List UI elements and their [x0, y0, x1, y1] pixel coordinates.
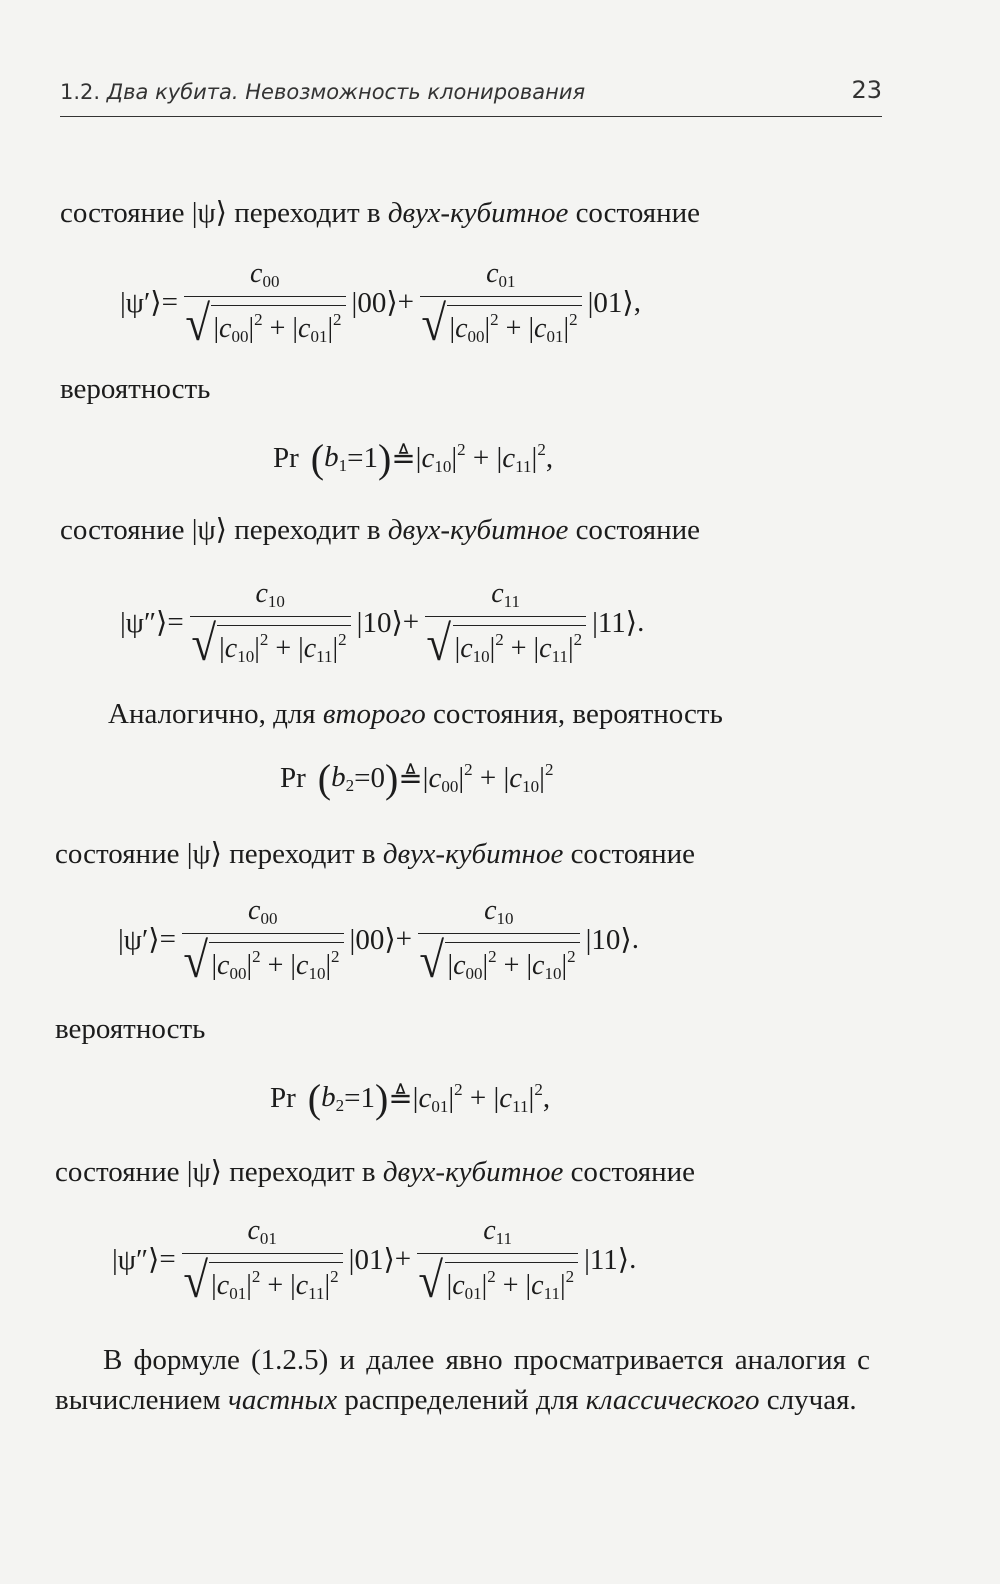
coef-letter: c — [217, 950, 230, 981]
emphasis: второго — [322, 698, 426, 730]
value: 0 — [370, 762, 385, 794]
sum-of-squares: $|c_{00}|^2 + |c_{10}|^2$ — [422, 760, 554, 796]
numerator — [247, 1215, 276, 1253]
exponent: 2 — [454, 1080, 463, 1099]
numerator — [483, 1215, 512, 1253]
emphasis: двух-кубитное — [382, 1156, 564, 1188]
value: 1 — [360, 1082, 375, 1114]
sqrt-sign: √ — [183, 1252, 208, 1308]
coefficient — [428, 762, 458, 794]
coef-letter: c — [296, 950, 309, 981]
closing-paragraph: В формуле (1.2.5) и далее явно просматривается аналогия с вычислением частных распределений для классического случая. — [55, 1344, 870, 1416]
numerator — [255, 578, 284, 616]
coef-index: 11 — [503, 592, 521, 611]
sqrt-sign: √ — [419, 932, 445, 988]
radicand — [211, 305, 345, 347]
coef-letter: c — [452, 1270, 465, 1301]
abs-squared: $|c_{01}|^2$ — [412, 1080, 463, 1116]
coefficient — [247, 1215, 276, 1246]
punctuation: , — [545, 442, 554, 474]
running-header — [60, 76, 882, 117]
plus-sign: + — [397, 286, 415, 318]
coef-index: 00 — [465, 964, 483, 983]
ket: |01⟩ — [348, 1244, 395, 1276]
variable — [324, 441, 347, 476]
section-number: 1.2. — [60, 80, 101, 104]
sqrt-sign: √ — [183, 932, 209, 988]
denominator — [182, 1252, 343, 1308]
coef-index: 11 — [495, 1229, 513, 1248]
paren: ) — [374, 1075, 389, 1121]
fraction — [417, 1215, 578, 1308]
coef-index: 11 — [316, 647, 333, 666]
sum-of-squares: $|c_{10}|^2 + |c_{11}|^2$ — [454, 630, 583, 666]
abs-squared: $|c_{00}|^2$ — [213, 310, 263, 346]
ket: |00⟩ — [349, 924, 396, 956]
abs-squared: $|c_{00}|^2$ — [422, 760, 473, 796]
abs-squared: $|c_{10}|^2$ — [219, 630, 269, 666]
state-formula — [112, 1215, 637, 1308]
exponent: 2 — [259, 630, 269, 649]
def-sign: ≜ — [391, 443, 416, 475]
coef-letter: c — [491, 578, 504, 609]
fraction — [420, 258, 582, 351]
punctuation: . — [629, 1243, 637, 1275]
state-formula — [120, 578, 645, 671]
equals-sign: = — [167, 606, 184, 638]
exponent: 2 — [333, 310, 342, 329]
header-title — [60, 80, 585, 104]
var-index: 2 — [345, 776, 355, 795]
numerator — [250, 258, 279, 296]
paren: ( — [317, 755, 332, 801]
sum-of-squares: $|c_{00}|^2 + |c_{10}|^2$ — [447, 947, 576, 983]
coefficient — [532, 950, 561, 981]
abs-squared: $|c_{01}|^2$ — [211, 1267, 261, 1303]
equals-sign: = — [354, 762, 371, 794]
exponent: 2 — [457, 440, 466, 459]
var-letter: b — [331, 761, 346, 793]
text-line: состояние |ψ⟩ переходит в двух-кубитное состояние — [60, 514, 701, 546]
coef-letter: c — [250, 258, 263, 289]
coef-index: 10 — [496, 909, 514, 928]
sum-of-squares: $|c_{00}|^2 + |c_{01}|^2$ — [449, 310, 578, 346]
denominator — [184, 295, 346, 351]
equals-sign: = — [161, 286, 178, 318]
state-formula — [120, 258, 641, 351]
var-letter: b — [321, 1081, 336, 1113]
coef-letter: c — [247, 1215, 260, 1246]
coef-index: 10 — [522, 777, 540, 796]
coef-index: 01 — [310, 327, 328, 346]
punctuation: , — [633, 286, 641, 318]
coef-letter: c — [298, 313, 311, 344]
coefficient — [304, 633, 333, 664]
ket: |10⟩ — [585, 924, 632, 956]
coefficient — [502, 442, 531, 474]
variable — [331, 761, 354, 796]
sum-of-squares: $|c_{01}|^2 + |c_{11}|^2$ — [211, 1267, 339, 1303]
coefficient — [217, 1270, 246, 1301]
sum-of-squares: $|c_{01}|^2 + |c_{11}|^2$ — [446, 1267, 575, 1303]
coefficient — [483, 1215, 512, 1246]
radicand — [445, 942, 579, 984]
paren: ) — [377, 435, 392, 481]
text-line: состояние |ψ⟩ переходит в двух-кубитное состояние — [55, 838, 696, 870]
coefficient — [255, 578, 284, 609]
denominator — [417, 1252, 578, 1308]
fraction — [182, 1215, 343, 1308]
emphasis: двух-кубитное — [387, 197, 569, 229]
denominator — [182, 932, 344, 988]
coef-index: 10 — [308, 964, 326, 983]
coef-letter: c — [502, 442, 516, 474]
exponent: 2 — [488, 947, 497, 966]
emphasis: двух-кубитное — [382, 838, 564, 870]
coefficient — [455, 313, 484, 344]
equals-sign: = — [344, 1082, 361, 1114]
fraction — [190, 578, 351, 671]
radicand — [217, 625, 350, 667]
coef-index: 00 — [262, 272, 280, 291]
probability-formula — [270, 1075, 551, 1121]
exponent: 2 — [567, 947, 576, 966]
text-line: состояние |ψ⟩ переходит в двух-кубитное состояние — [55, 1156, 696, 1188]
exponent: 2 — [573, 630, 583, 649]
coef-index: 01 — [431, 1097, 449, 1116]
coef-letter: c — [460, 633, 473, 664]
abs-squared: $|c_{00}|^2$ — [211, 947, 261, 983]
radicand — [447, 305, 581, 347]
exponent: 2 — [565, 1267, 575, 1286]
coef-letter: c — [484, 895, 497, 926]
coef-index: 00 — [260, 909, 278, 928]
variable — [321, 1081, 344, 1116]
abs-squared: $|c_{10}|^2$ — [415, 440, 466, 476]
denominator — [425, 615, 586, 671]
exponent: 2 — [251, 1267, 261, 1286]
plus-sign: + — [394, 1243, 412, 1275]
exponent: 2 — [537, 440, 546, 459]
equals-sign: = — [159, 923, 176, 955]
var-letter: b — [324, 441, 339, 473]
def-sign: ≜ — [388, 1083, 413, 1115]
abs-squared: $|c_{11}|^2$ — [493, 1080, 543, 1116]
exponent: 2 — [490, 310, 499, 329]
var-index: 2 — [335, 1096, 345, 1115]
page-number: 23 — [851, 76, 882, 104]
coef-letter: c — [219, 313, 232, 344]
exponent: 2 — [330, 1267, 339, 1286]
coefficient — [217, 950, 246, 981]
coef-letter: c — [531, 1270, 544, 1301]
coef-index: 11 — [512, 1097, 529, 1116]
exponent: 2 — [252, 947, 261, 966]
fraction — [182, 895, 344, 988]
sum-of-squares: $|c_{10}|^2 + |c_{11}|^2$ — [415, 440, 546, 476]
coef-letter: c — [216, 1270, 230, 1301]
abs-squared: $|c_{00}|^2$ — [449, 310, 499, 346]
coef-index: 11 — [308, 1284, 325, 1303]
sum-of-squares: $|c_{00}|^2 + |c_{10}|^2$ — [211, 947, 340, 983]
paren: ( — [310, 435, 325, 481]
var-index: 1 — [338, 456, 348, 475]
sqrt-sign: √ — [191, 615, 216, 671]
exponent: 2 — [569, 310, 578, 329]
value: 1 — [363, 442, 378, 474]
abs-squared: $|c_{10}|^2$ — [454, 630, 504, 666]
abs-squared: $|c_{10}|^2$ — [526, 947, 576, 983]
coefficient — [250, 258, 279, 289]
punctuation: . — [637, 606, 645, 638]
plus-sign: + — [402, 606, 420, 638]
exponent: 2 — [487, 1267, 496, 1286]
abs-squared: $|c_{10}|^2$ — [503, 760, 554, 796]
fraction — [425, 578, 586, 671]
coef-index: 00 — [441, 777, 459, 796]
coef-letter: c — [509, 762, 523, 794]
denominator — [418, 932, 580, 988]
numerator — [248, 895, 277, 933]
exponent: 2 — [254, 310, 263, 329]
coefficient — [296, 1270, 325, 1301]
coef-index: 01 — [259, 1229, 277, 1248]
sqrt-sign: √ — [421, 295, 447, 351]
equals-sign: = — [347, 442, 364, 474]
ket: |11⟩ — [584, 1244, 630, 1276]
coefficient — [499, 1082, 528, 1114]
numerator — [491, 578, 520, 616]
denominator — [190, 615, 351, 671]
fraction — [418, 895, 580, 988]
coef-letter: c — [248, 895, 261, 926]
coef-letter: c — [455, 313, 468, 344]
emphasis: двух-кубитное — [387, 514, 569, 546]
plus-sign: + — [395, 923, 413, 955]
coef-letter: c — [303, 633, 317, 664]
sqrt-sign: √ — [418, 1252, 444, 1308]
abs-squared: $|c_{01}|^2$ — [292, 310, 342, 346]
abs-squared: $|c_{11}|^2$ — [298, 630, 347, 666]
coef-letter: c — [295, 1270, 309, 1301]
coef-letter: c — [532, 950, 545, 981]
coefficient — [418, 1082, 448, 1114]
abs-squared: $|c_{11}|^2$ — [496, 440, 546, 476]
text-line: Аналогично, для второго состояния, вероятность — [108, 698, 723, 730]
coef-index: 11 — [543, 1284, 560, 1303]
radicand — [445, 1262, 578, 1304]
coef-index: 00 — [467, 327, 485, 346]
exponent: 2 — [544, 760, 554, 779]
coef-letter: c — [534, 313, 547, 344]
coef-letter: c — [255, 578, 268, 609]
coefficient — [539, 633, 568, 664]
coefficient — [531, 1270, 560, 1301]
exponent: 2 — [338, 630, 347, 649]
coef-letter: c — [428, 762, 442, 794]
coef-index: 11 — [515, 457, 532, 476]
coefficient — [453, 950, 482, 981]
exponent: 2 — [534, 1080, 543, 1099]
pr-operator: Pr — [273, 442, 299, 474]
ket: |01⟩ — [587, 287, 634, 319]
ket: |00⟩ — [351, 287, 398, 319]
abs-squared: $|c_{01}|^2$ — [528, 310, 578, 346]
coef-letter: c — [483, 1215, 496, 1246]
coef-index: 00 — [231, 327, 249, 346]
coefficient — [296, 950, 325, 981]
pr-operator: Pr — [280, 762, 306, 794]
coef-index: 10 — [434, 457, 452, 476]
coef-index: 01 — [498, 272, 516, 291]
formula-lhs: |ψ′⟩ — [120, 287, 162, 319]
coef-index: 01 — [546, 327, 564, 346]
formula-lhs: |ψ″⟩ — [120, 607, 168, 639]
denominator — [420, 295, 582, 351]
coef-index: 10 — [237, 647, 255, 666]
coef-letter: c — [539, 633, 552, 664]
abs-squared: $|c_{11}|^2$ — [533, 630, 583, 666]
section-title: Два кубита. Невозможность клонирования — [106, 80, 586, 104]
formula-lhs: |ψ″⟩ — [112, 1244, 160, 1276]
coef-letter: c — [418, 1082, 432, 1114]
coef-index: 00 — [229, 964, 247, 983]
sum-of-squares: $|c_{10}|^2 + |c_{11}|^2$ — [219, 630, 347, 666]
coefficient — [298, 313, 327, 344]
coef-letter: c — [421, 442, 435, 474]
ket: |11⟩ — [592, 607, 638, 639]
coef-letter: c — [453, 950, 466, 981]
coef-index: 10 — [267, 592, 285, 611]
abs-squared: $|c_{10}|^2$ — [290, 947, 340, 983]
paren: ( — [307, 1075, 322, 1121]
exponent: 2 — [331, 947, 340, 966]
text-line: вероятность — [55, 1013, 206, 1045]
probability-formula — [273, 435, 554, 481]
def-sign: ≜ — [398, 763, 423, 795]
coefficient — [248, 895, 277, 926]
coefficient — [421, 442, 451, 474]
fraction — [184, 258, 346, 351]
coefficient — [219, 313, 248, 344]
sum-of-squares: $|c_{00}|^2 + |c_{01}|^2$ — [213, 310, 342, 346]
radicand — [209, 1262, 342, 1304]
coef-index: 01 — [464, 1284, 482, 1303]
coefficient — [484, 895, 513, 926]
coefficient — [491, 578, 520, 609]
radicand — [453, 625, 586, 667]
formula-lhs: |ψ′⟩ — [118, 924, 160, 956]
coefficient — [452, 1270, 481, 1301]
coef-letter: c — [486, 258, 499, 289]
ket: |10⟩ — [356, 607, 403, 639]
punctuation: . — [631, 923, 639, 955]
coefficient — [486, 258, 515, 289]
coefficient — [509, 762, 539, 794]
probability-formula — [280, 755, 554, 801]
exponent: 2 — [495, 630, 504, 649]
coef-index: 11 — [551, 647, 568, 666]
numerator — [484, 895, 513, 933]
coef-letter: c — [499, 1082, 513, 1114]
coefficient — [534, 313, 563, 344]
sqrt-sign: √ — [426, 615, 452, 671]
abs-squared: $|c_{11}|^2$ — [290, 1267, 339, 1303]
equals-sign: = — [159, 1243, 176, 1275]
coef-letter: c — [224, 633, 238, 664]
radicand — [209, 942, 343, 984]
numerator — [486, 258, 515, 296]
coef-index: 01 — [229, 1284, 247, 1303]
sqrt-sign: √ — [185, 295, 211, 351]
text-line: вероятность — [60, 373, 211, 405]
pr-operator: Pr — [270, 1082, 296, 1114]
coef-index: 10 — [544, 964, 562, 983]
abs-squared: $|c_{11}|^2$ — [525, 1267, 575, 1303]
coef-index: 10 — [472, 647, 490, 666]
paren: ) — [384, 755, 399, 801]
exponent: 2 — [464, 760, 473, 779]
text-line: состояние |ψ⟩ переходит в двух-кубитное состояние — [60, 197, 701, 229]
state-formula — [118, 895, 639, 988]
emphasis: частных — [228, 1384, 338, 1416]
coefficient — [225, 633, 254, 664]
punctuation: , — [542, 1082, 551, 1114]
coefficient — [460, 633, 489, 664]
emphasis: классического — [585, 1384, 760, 1416]
sum-of-squares: $|c_{01}|^2 + |c_{11}|^2$ — [412, 1080, 543, 1116]
abs-squared: $|c_{01}|^2$ — [446, 1267, 496, 1303]
abs-squared: $|c_{00}|^2$ — [447, 947, 497, 983]
